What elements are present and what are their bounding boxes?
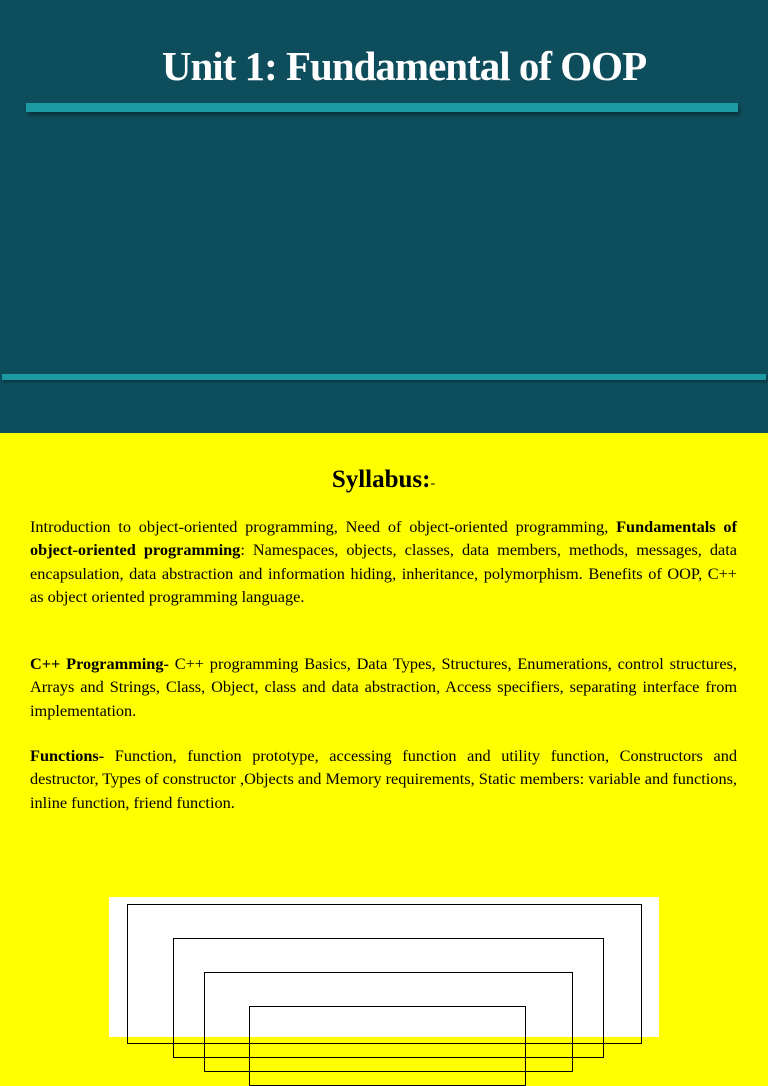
- title-underline: [26, 103, 738, 112]
- cpp-rest-text: C++ programming Basics, Data Types, Structures, Enumerations, control structures, Arrays and Strings, Class, Object, class and data abstraction, Access specifiers, separating interface from implementation.: [30, 654, 737, 720]
- slide-title: Unit 1: Fundamental of OOP: [161, 43, 647, 89]
- slide-bottom-rule: [2, 374, 766, 380]
- syllabus-heading-text: Syllabus:: [331, 466, 431, 493]
- functions-bold-term: Functions-: [30, 746, 105, 766]
- syllabus-paragraph-intro: [30, 515, 737, 608]
- nested-frames-figure: [109, 897, 659, 1037]
- functions-rest-text: Function, function prototype, accessing function and utility function, Constructors and destructor, Types of constructor ,Objects and Memory requirements, Static members: variable and functions, inline function, friend function.: [30, 746, 737, 812]
- syllabus-paragraph-functions: [30, 744, 737, 814]
- intro-text: Introduction to object-oriented programming, Need of object-oriented programming,: [30, 517, 617, 536]
- intro-bold-term: Fundamentals of object-oriented programming: [30, 517, 737, 560]
- intro-rest-text: : Namespaces, objects, classes, data members, methods, messages, data encapsulation, data abstraction and information hiding, inheritance, polymorphism. Benefits of OOP, C++ as object oriented programming language.: [30, 540, 737, 606]
- inner-frame: [249, 1006, 526, 1086]
- title-slide: [0, 0, 768, 433]
- syllabus-heading-dash: -: [430, 476, 436, 491]
- syllabus-document: [30, 433, 737, 814]
- cpp-bold-term: C++ Programming-: [30, 654, 169, 674]
- syllabus-paragraph-cpp: [30, 652, 737, 722]
- syllabus-heading: [30, 463, 737, 501]
